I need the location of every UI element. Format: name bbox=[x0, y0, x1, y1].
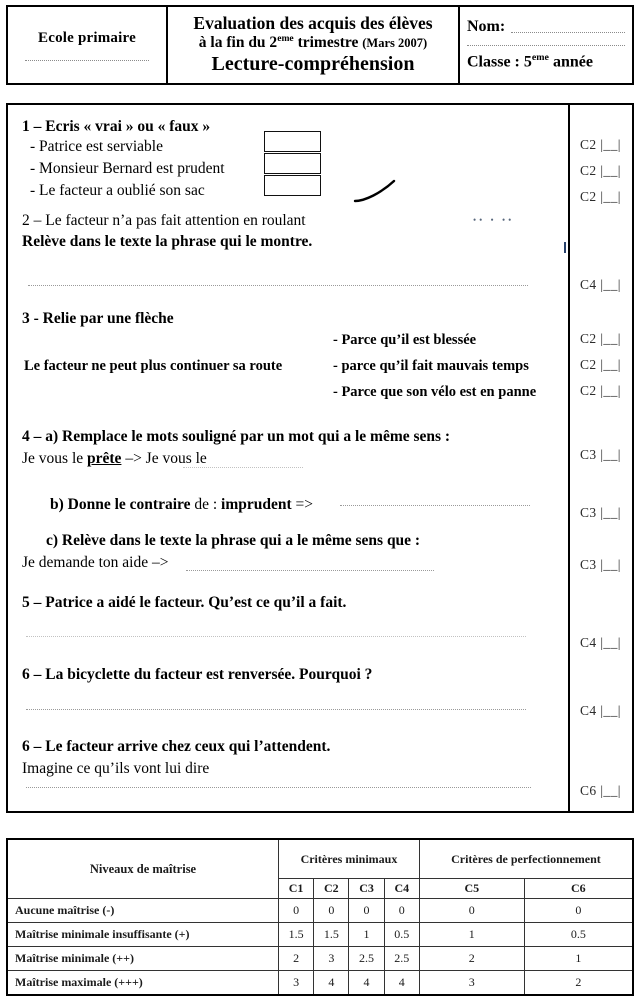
exercise-body bbox=[8, 105, 568, 811]
exercise-3-option-2[interactable]: - parce qu’il fait mauvais temps bbox=[333, 358, 529, 374]
student-name-label: Nom: bbox=[467, 18, 506, 36]
scan-artifact: •• • •• bbox=[473, 215, 515, 225]
exercise-4a-heading: 4 – a) Remplace le mots souligné par un mot qui a le même sens : bbox=[22, 428, 451, 445]
exercise-4b-word: imprudent bbox=[221, 496, 292, 513]
rubric-cell: 2.5 bbox=[349, 947, 384, 971]
rubric-cell: 0 bbox=[524, 899, 633, 923]
exercise-3-left-clause[interactable]: Le facteur ne peut plus continuer sa route bbox=[24, 358, 283, 374]
rubric-cell: 2 bbox=[419, 947, 524, 971]
rubric-cell: 4 bbox=[349, 971, 384, 996]
code-exercise-6[interactable]: C4 |__| bbox=[580, 703, 621, 718]
exercise-4a-answer-line[interactable] bbox=[183, 467, 303, 468]
table-row bbox=[7, 899, 633, 923]
codes-column-divider bbox=[568, 105, 570, 811]
rubric-cell: 4 bbox=[314, 971, 349, 996]
class-suffix: année bbox=[548, 53, 593, 71]
code-exercise-4c[interactable]: C3 |__| bbox=[580, 557, 621, 572]
rubric-cell: 1.5 bbox=[314, 923, 349, 947]
exercise-4b-prefix: b) Donne le contraire bbox=[50, 496, 195, 513]
rubric-cell: 0 bbox=[279, 899, 314, 923]
table-row bbox=[7, 923, 633, 947]
evaluation-title-line1: Evaluation des acquis des élèves bbox=[193, 12, 433, 33]
rubric-cell: 1 bbox=[349, 923, 384, 947]
rubric-row-label: Maîtrise maximale (+++) bbox=[7, 971, 279, 996]
rubric-group-row bbox=[7, 839, 633, 879]
rubric-cell: 4 bbox=[384, 971, 419, 996]
rubric-criterion-c6: C6 bbox=[524, 879, 633, 899]
exercise-7-heading: 6 – Le facteur arrive chez ceux qui l’attendent. bbox=[22, 738, 331, 755]
title-cell bbox=[168, 7, 460, 83]
exercise-3-option-1[interactable]: - Parce qu’il est blessée bbox=[333, 332, 477, 348]
exercise-1-item-2: - Monsieur Bernard est prudent bbox=[30, 160, 225, 177]
student-identity-cell bbox=[460, 7, 632, 83]
rubric-criterion-c2: C2 bbox=[314, 879, 349, 899]
rubric-cell: 2 bbox=[279, 947, 314, 971]
code-exercise-5[interactable]: C4 |__| bbox=[580, 635, 621, 650]
exercise-1-heading: 1 – Ecris « vrai » ou « faux » bbox=[22, 118, 211, 135]
exercise-4b-answer-line[interactable] bbox=[340, 505, 530, 506]
trimester-prefix: à la fin du 2 bbox=[198, 33, 278, 51]
class-ordinal: eme bbox=[531, 52, 549, 64]
exercise-6-heading: 6 – La bicyclette du facteur est renversée. Pourquoi ? bbox=[22, 666, 373, 683]
exercise-4a-suffix: –> Je vous le bbox=[121, 450, 207, 467]
rubric-row-label: Aucune maîtrise (-) bbox=[7, 899, 279, 923]
exercise-4b-prompt bbox=[50, 495, 313, 515]
code-exercise-2[interactable]: C4 |__| bbox=[580, 277, 621, 292]
rubric-body bbox=[7, 899, 633, 996]
rubric-cell: 1 bbox=[419, 923, 524, 947]
subject-title: Lecture-compréhension bbox=[211, 53, 415, 76]
rubric-cell: 2.5 bbox=[384, 947, 419, 971]
rubric-cell: 1 bbox=[524, 947, 633, 971]
exercise-1-answer-box-3[interactable] bbox=[264, 175, 321, 196]
exercise-1-items bbox=[30, 138, 225, 204]
exercise-sheet bbox=[6, 103, 634, 813]
exercise-2-line1: 2 – Le facteur n’a pas fait attention en roulant bbox=[22, 212, 306, 229]
class-label bbox=[467, 52, 625, 71]
exercise-4a-prefix: Je vous le bbox=[22, 450, 88, 467]
rubric-cell: 3 bbox=[419, 971, 524, 996]
rubric-group-minimal: Critères minimaux bbox=[279, 839, 420, 879]
rubric-criterion-c3: C3 bbox=[349, 879, 384, 899]
student-name-row bbox=[467, 18, 625, 36]
rubric-levels-header: Niveaux de maîtrise bbox=[7, 839, 279, 899]
trimester-word: trimestre bbox=[293, 33, 363, 51]
exercise-5-answer-line[interactable] bbox=[26, 636, 526, 637]
student-name-input[interactable] bbox=[511, 32, 625, 33]
rubric-row-label: Maîtrise minimale (++) bbox=[7, 947, 279, 971]
rubric-cell: 1.5 bbox=[279, 923, 314, 947]
exercise-1-item-1: - Patrice est serviable bbox=[30, 138, 163, 155]
rubric-cell: 0 bbox=[419, 899, 524, 923]
exercise-2-line2: Relève dans le texte la phrase qui le montre. bbox=[22, 233, 313, 250]
rubric-cell: 3 bbox=[279, 971, 314, 996]
rubric-criterion-c5: C5 bbox=[419, 879, 524, 899]
table-row bbox=[7, 947, 633, 971]
rubric-cell: 0.5 bbox=[524, 923, 633, 947]
exercise-4c-prompt: Je demande ton aide –> bbox=[22, 554, 169, 571]
rubric-cell: 0.5 bbox=[384, 923, 419, 947]
exercise-3-heading: 3 - Relie par une flèche bbox=[22, 310, 174, 327]
rubric-cell: 0 bbox=[384, 899, 419, 923]
school-label: Ecole primaire bbox=[38, 29, 136, 46]
code-exercise-4b[interactable]: C3 |__| bbox=[580, 505, 621, 520]
exercise-6-answer-line[interactable] bbox=[26, 709, 526, 710]
exercise-3-option-3[interactable]: - Parce que son vélo est en panne bbox=[333, 384, 537, 400]
rubric-cell: 2 bbox=[524, 971, 633, 996]
evaluation-title-line2 bbox=[199, 33, 427, 53]
exercise-5-heading: 5 – Patrice a aidé le facteur. Qu’est ce qu’il a fait. bbox=[22, 594, 347, 611]
mastery-rubric-table bbox=[6, 838, 634, 996]
scan-tick-artifact bbox=[564, 242, 566, 253]
exercise-7-answer-line[interactable] bbox=[26, 787, 531, 788]
exercise-4a-prompt bbox=[22, 449, 207, 469]
evaluation-date: (Mars 2007) bbox=[362, 35, 428, 50]
code-exercise-7[interactable]: C6 |__| bbox=[580, 783, 621, 798]
code-exercise-1-item-1[interactable]: C2 |__| bbox=[580, 137, 621, 152]
rubric-criterion-c1: C1 bbox=[279, 879, 314, 899]
rubric-cell: 0 bbox=[349, 899, 384, 923]
code-exercise-1-item-2[interactable]: C2 |__| bbox=[580, 163, 621, 178]
student-name-input-line2[interactable] bbox=[467, 45, 625, 46]
rubric-criterion-c4: C4 bbox=[384, 879, 419, 899]
rubric-group-perfection: Critères de perfectionnement bbox=[419, 839, 633, 879]
rubric-cell: 3 bbox=[314, 947, 349, 971]
document-header bbox=[6, 5, 634, 85]
exercise-7-subline: Imagine ce qu’ils vont lui dire bbox=[22, 760, 210, 777]
code-exercise-4a[interactable]: C3 |__| bbox=[580, 447, 621, 462]
exercise-1-answer-box-2[interactable] bbox=[264, 153, 321, 174]
rubric-head bbox=[7, 839, 633, 899]
exercise-4c-answer-line[interactable] bbox=[186, 570, 434, 571]
rubric-cell: 0 bbox=[314, 899, 349, 923]
exercise-4c-heading: c) Relève dans le texte la phrase qui a le même sens que : bbox=[46, 532, 421, 549]
school-cell bbox=[8, 7, 168, 83]
exercise-1-answer-box-1[interactable] bbox=[264, 131, 321, 152]
handwritten-stroke-icon bbox=[353, 179, 397, 203]
exercise-4a-underlined-word: prête bbox=[87, 450, 122, 467]
code-exercise-1-item-3[interactable]: C2 |__| bbox=[580, 189, 621, 204]
code-exercise-3-opt-2[interactable]: C2 |__| bbox=[580, 357, 621, 372]
class-prefix: Classe : 5 bbox=[467, 53, 532, 71]
exercise-1-item-3: - Le facteur a oublié son sac bbox=[30, 182, 205, 199]
table-row bbox=[7, 971, 633, 996]
rubric-row-label: Maîtrise minimale insuffisante (+) bbox=[7, 923, 279, 947]
exercise-4b-mid: de : bbox=[194, 496, 222, 513]
code-exercise-3-opt-3[interactable]: C2 |__| bbox=[580, 383, 621, 398]
school-name-blank[interactable] bbox=[25, 60, 149, 61]
exercise-4b-arrow: => bbox=[291, 496, 314, 513]
trimester-ordinal: eme bbox=[277, 32, 294, 44]
code-exercise-3-opt-1[interactable]: C2 |__| bbox=[580, 331, 621, 346]
exercise-2-answer-line[interactable] bbox=[28, 285, 528, 286]
